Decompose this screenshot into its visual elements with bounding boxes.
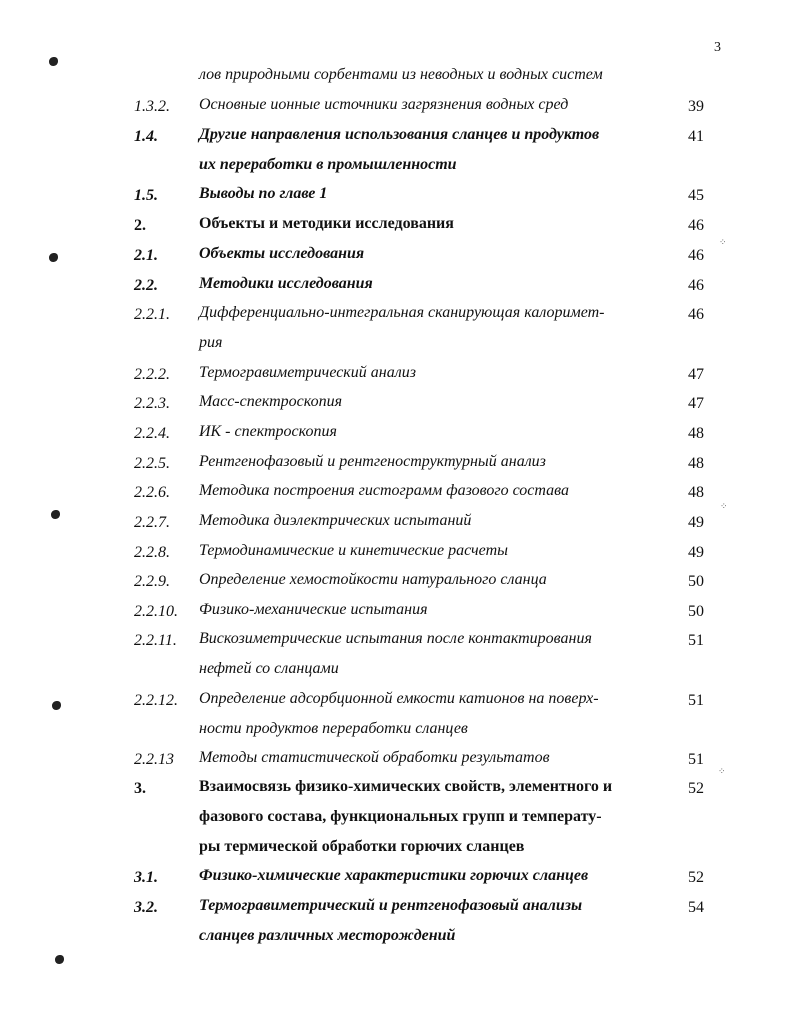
toc-entry-number: 2.2.13 [134,751,174,768]
toc-entry-title [199,624,655,684]
toc-entry-title [199,447,655,477]
toc-entry [0,627,799,677]
toc-entry-title-line: Взаимосвязь физико-химических свойств, элементного и [199,778,613,795]
toc-entry-number: 2.2.8. [134,544,170,561]
toc-entry-page: 47 [688,366,704,383]
toc-entry [0,182,799,212]
toc-entry-page: 48 [688,425,704,442]
toc-entry-title [199,90,655,120]
toc-entry-title [199,239,655,269]
toc-entry-title [199,387,655,417]
toc-entry-title-line: Объекты и методики исследования [199,215,454,232]
toc-entry-number: 3. [134,780,146,797]
toc-entry-page: 50 [688,603,704,620]
toc-entry-title [199,536,655,566]
toc-entry-title-line: ры термической обработки горючих сланцев [199,838,525,855]
toc-entry-page: 41 [688,128,704,145]
toc-entry-title-line: Методы статистической обработки результатов [199,749,550,766]
toc-entry-number: 3.1. [134,869,158,886]
toc-entry-page: 48 [688,455,704,472]
toc-entry [0,93,799,123]
toc-entry-page: 51 [688,751,704,768]
toc-entry [0,123,799,173]
toc-entry-title-line: Объекты исследования [199,245,365,262]
toc-entry-number: 3.2. [134,899,158,916]
toc-entry-title-line: лов природными сорбентами из неводных и водных систем [199,66,603,83]
scan-speck: ⁘ [719,237,727,247]
toc-entry [0,775,799,855]
toc-entry-page: 52 [688,780,704,797]
toc-entry-title [199,358,655,388]
toc-entry-title-line: Термодинамические и кинетические расчеты [199,542,508,559]
toc-entry-number: 1.5. [134,187,158,204]
toc-entry-title-line: рия [199,334,223,351]
toc-entry [0,301,799,351]
toc-entry-page: 46 [688,247,704,264]
scan-mark [51,510,60,519]
toc-entry-number: 2.2.6. [134,484,170,501]
scan-mark [55,955,64,964]
toc-entry-page: 50 [688,573,704,590]
toc-entry-number: 2.2.1. [134,306,170,323]
toc-entry-page: 48 [688,484,704,501]
toc-entry-title [199,506,655,536]
scan-speck: ⁘ [718,766,726,776]
toc-entry-title [199,269,655,299]
toc-entry-number: 2.2.9. [134,573,170,590]
toc-entry-page: 45 [688,187,704,204]
toc-entry-title [199,476,655,506]
toc-entry-title-line: Основные ионные источники загрязнения водных сред [199,96,569,113]
toc-entry-title-line: Термогравиметрический и рентгенофазовый анализы [199,897,583,914]
toc-entry-page: 52 [688,869,704,886]
toc-entry-number: 2. [134,217,146,234]
toc-entry-number: 2.2.2. [134,366,170,383]
toc-entry-page: 54 [688,899,704,916]
toc-entry-number: 2.2.10. [134,603,178,620]
toc-entry [0,509,799,539]
toc-entry-page: 49 [688,514,704,531]
toc-entry-title [199,861,655,891]
scan-speck: ⁘ [720,501,728,511]
toc-entry-page: 49 [688,544,704,561]
toc-entry-title-line: нефтей со сланцами [199,660,339,677]
toc-entry-title-line: Методика построения гистограмм фазового состава [199,482,569,499]
toc-entry-title-line: Другие направления использования сланцев и продуктов [199,126,600,143]
toc-entry-title-line: Физико-механические испытания [199,601,428,618]
toc-entry-title-line: Выводы по главе 1 [199,185,328,202]
toc-entry-number: 2.2. [134,277,158,294]
toc-entry-title [199,595,655,625]
toc-entry-number: 2.2.4. [134,425,170,442]
page-number: 3 [714,40,721,55]
toc-entry [0,63,799,93]
toc-entry [0,390,799,420]
toc-entry [0,420,799,450]
toc-entry-title [199,565,655,595]
toc-entry-title-line: Термогравиметрический анализ [199,364,416,381]
toc-entry-title-line: их переработки в промышленности [199,156,457,173]
toc-entry-page: 46 [688,217,704,234]
toc-entry-title-line: фазового состава, функциональных групп и температу- [199,808,602,825]
toc-entry-title-line: Рентгенофазовый и рентгеноструктурный анализ [199,453,546,470]
toc-entry-number: 2.2.3. [134,395,170,412]
toc-entry-number: 1.3.2. [134,98,170,115]
toc-entry-title [199,743,655,773]
toc-entry-title-line: Определение хемостойкости натурального сланца [199,571,547,588]
toc-entry-page: 51 [688,692,704,709]
toc-entry [0,864,799,894]
toc-entry-page: 47 [688,395,704,412]
toc-entry [0,479,799,509]
scan-mark [49,57,58,66]
toc-entry-number: 2.2.5. [134,455,170,472]
toc-entry-title-line: ности продуктов переработки сланцев [199,720,468,737]
toc-entry-title-line: Методики исследования [199,275,373,292]
toc-entry-title-line: сланцев различных месторождений [199,927,456,944]
scan-mark [52,701,61,710]
toc-entry-page: 46 [688,277,704,294]
toc-entry-number: 2.2.11. [134,632,177,649]
toc-entry-title [199,179,655,209]
toc-entry-title-line: ИК - спектроскопия [199,423,337,440]
toc-entry-title [199,209,655,239]
toc-entry [0,212,799,242]
toc-entry-title-line: Масс-спектроскопия [199,393,343,410]
toc-entry-page: 39 [688,98,704,115]
toc-entry-number: 1.4. [134,128,158,145]
toc-entry-title [199,772,655,862]
toc-entry-title [199,417,655,447]
toc-entry-page: 51 [688,632,704,649]
scan-mark [49,253,58,262]
toc-entry [0,568,799,598]
toc-entry-title-line: Дифференциально-интегральная сканирующая калоримет- [199,304,605,321]
toc-entry-title [199,60,655,90]
toc-entry-title-line: Определение адсорбционной емкости катионов на поверх- [199,690,599,707]
toc-entry-number: 2.2.7. [134,514,170,531]
toc-entry-title-line: Методика диэлектрических испытаний [199,512,472,529]
toc-entry-title [199,891,655,951]
toc-entry [0,687,799,737]
toc-entry-title [199,120,655,180]
toc-entry-number: 2.1. [134,247,158,264]
toc-entry-number: 2.2.12. [134,692,178,709]
toc-entry-page: 46 [688,306,704,323]
toc-entry-title-line: Вискозиметрические испытания после контактирования [199,630,592,647]
toc-entry-title [199,298,655,358]
toc-entry-title [199,684,655,744]
toc-entry [0,894,799,944]
toc-entry-title-line: Физико-химические характеристики горючих сланцев [199,867,589,884]
toc-entry [0,242,799,272]
